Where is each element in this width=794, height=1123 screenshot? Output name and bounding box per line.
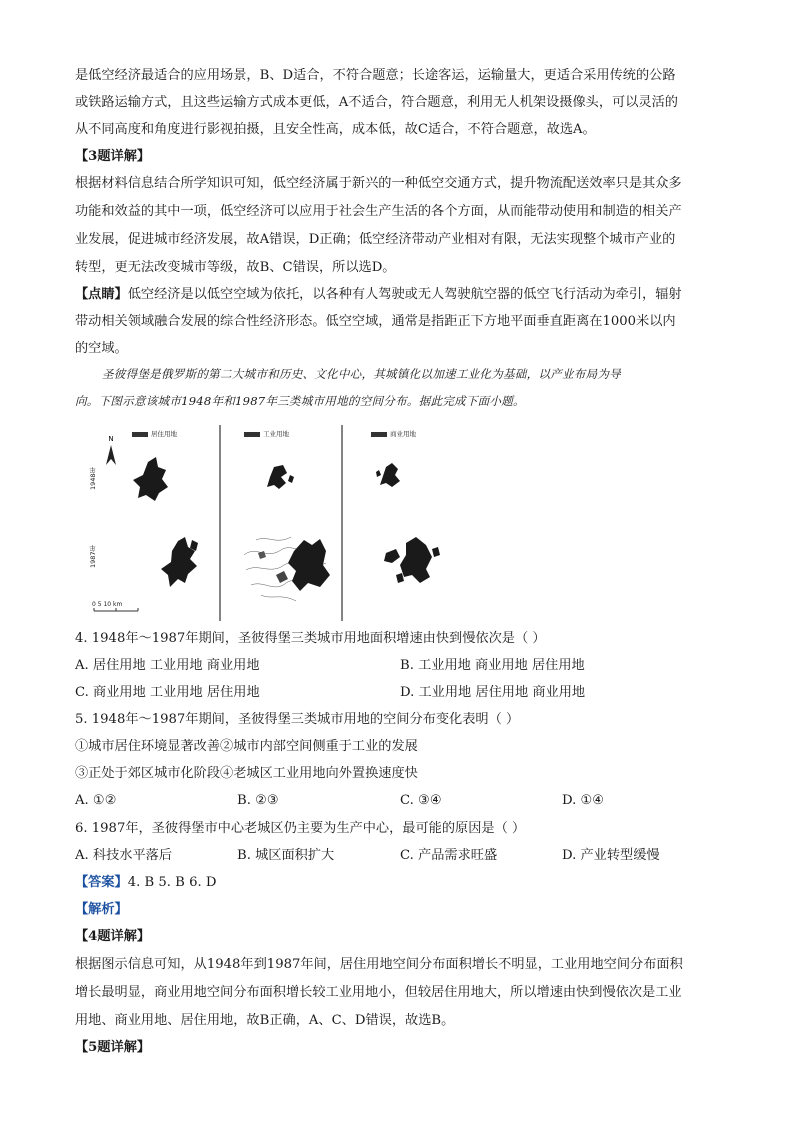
text-line: 转型，更无法改变城市等级，故B、C错误，所以选D。: [75, 260, 396, 275]
north-arrow-icon: [106, 445, 116, 465]
q6-option-d: D. 产业转型缓慢: [562, 848, 660, 863]
intro-line: 圣彼得堡是俄罗斯的第二大城市和历史、文化中心，其城镇化以加速工业化为基础，以产业布局为导: [102, 367, 621, 381]
year-label-1987: 1987年: [89, 545, 97, 569]
commercial-1987-shape: [396, 573, 404, 583]
q6-option-b: B. 城区面积扩大: [237, 848, 335, 863]
text-line: 根据图示信息可知，从1948年到1987年间，居住用地空间分布面积增长不明显，工业用地空间分布面积: [75, 957, 683, 972]
text-line: 功能和效益的其中一项，低空经济可以应用于社会生产生活的各个方面，从而能带动使用和制造的相关产: [75, 204, 682, 219]
text-line: 是低空经济最适合的应用场景，B、D适合，不符合题意；长途客运，运输量大，更适合采用传统的公路: [75, 68, 676, 83]
text-line: 增长最明显，商业用地空间分布面积增长较工业用地小，但较居住用地大，所以增速由快到慢依次是工业: [75, 985, 682, 1000]
section-heading: 【3题详解】: [75, 149, 151, 164]
industrial-1948-shape: [267, 465, 287, 489]
q5-option-d: D. ①④: [562, 793, 605, 808]
q4-option-a: A. 居住用地 工业用地 商业用地: [75, 658, 260, 673]
question-6-stem: 6. 1987年，圣彼得堡市中心老城区仍主要为生产中心，最可能的原因是（ ）: [75, 821, 526, 836]
commercial-1987-shape: [432, 547, 440, 557]
tip-line: [75, 281, 682, 308]
text-line: 用地、商业用地、居住用地，故B正确，A、C、D错误，故选B。: [75, 1013, 455, 1028]
industrial-1987-shape: [288, 539, 330, 591]
q4-option-b: B. 工业用地 商业用地 居住用地: [400, 658, 585, 673]
q4-option-d: D. 工业用地 居住用地 商业用地: [400, 685, 586, 700]
scale-label: 0 5 10 km: [92, 601, 123, 608]
commercial-1987-shape: [400, 537, 432, 583]
answer-line: [75, 869, 216, 896]
analysis-heading: 【解析】: [75, 902, 128, 917]
year-label-1948: 1948年: [89, 467, 97, 491]
land-use-map-figure: [86, 425, 536, 621]
text-line: 根据材料信息结合所学知识可知，低空经济属于新兴的一种低空交通方式，提升物流配送效率只是其众多: [75, 176, 682, 191]
text-line: 的空域。: [75, 341, 128, 356]
question-5-stem: 5. 1948年～1987年期间，圣彼得堡三类城市用地的空间分布变化表明（ ）: [75, 712, 520, 727]
q5-option-b: B. ②③: [237, 793, 279, 808]
text-line: 带动相关领域融合发展的综合性经济形态。低空空域，通常是指距正下方地平面垂直距离在1000米以内: [75, 314, 676, 329]
q5-statements: ③正处于郊区城市化阶段④老城区工业用地向外置换速度快: [75, 766, 418, 781]
tip-text: 低空经济是以低空空域为依托，以各种有人驾驶或无人驾驶航空器的低空飞行活动为牵引，辐射: [127, 287, 682, 302]
q5-option-a: A. ①②: [75, 793, 117, 808]
section-heading: 【5题详解】: [75, 1040, 151, 1055]
section-heading: 【4题详解】: [75, 929, 151, 944]
intro-line: 向。下图示意该城市1948年和1987年三类城市用地的空间分布。据此完成下面小题。: [75, 394, 525, 408]
q6-option-a: A. 科技水平落后: [75, 848, 173, 863]
text-line: 业发展，促进城市经济发展，故A错误，D正确；低空经济带动产业相对有限，无法实现整个城市产业的: [75, 232, 676, 247]
q5-statements: ①城市居住环境显著改善②城市内部空间侧重于工业的发展: [75, 739, 418, 754]
text-line: 或铁路运输方式，且这些运输方式成本更低，A不适合，符合题意，利用无人机架设摄像头，可以灵活的: [75, 95, 678, 110]
q5-option-c: C. ③④: [400, 793, 442, 808]
north-label: N: [108, 435, 114, 443]
q4-option-c: C. 商业用地 工业用地 居住用地: [75, 685, 260, 700]
residential-1948-shape: [133, 457, 168, 501]
legend-residential: 居住用地: [132, 429, 177, 438]
commercial-1987-shape: [384, 549, 400, 563]
answer-heading: 【答案】: [75, 875, 128, 890]
land-use-maps: [86, 425, 536, 621]
industrial-1987-shape: [276, 571, 288, 583]
commercial-1948-shape: [380, 463, 400, 487]
answer-text: 4. B 5. B 6. D: [127, 875, 217, 890]
commercial-1948-shape: [376, 470, 381, 477]
industrial-1948-shape: [288, 475, 294, 483]
legend-industrial: 工业用地: [244, 429, 289, 438]
text-line: 从不同高度和角度进行影视拍摄，且安全性高，成本低，故C适合，不符合题意，故选A。: [75, 122, 596, 137]
q6-option-c: C. 产品需求旺盛: [400, 848, 498, 863]
legend-commercial: 商业用地: [371, 429, 416, 438]
tip-heading: 【点睛】: [75, 287, 128, 302]
question-4-stem: 4. 1948年～1987年期间，圣彼得堡三类城市用地面积增速由快到慢依次是（ ）: [75, 631, 546, 646]
